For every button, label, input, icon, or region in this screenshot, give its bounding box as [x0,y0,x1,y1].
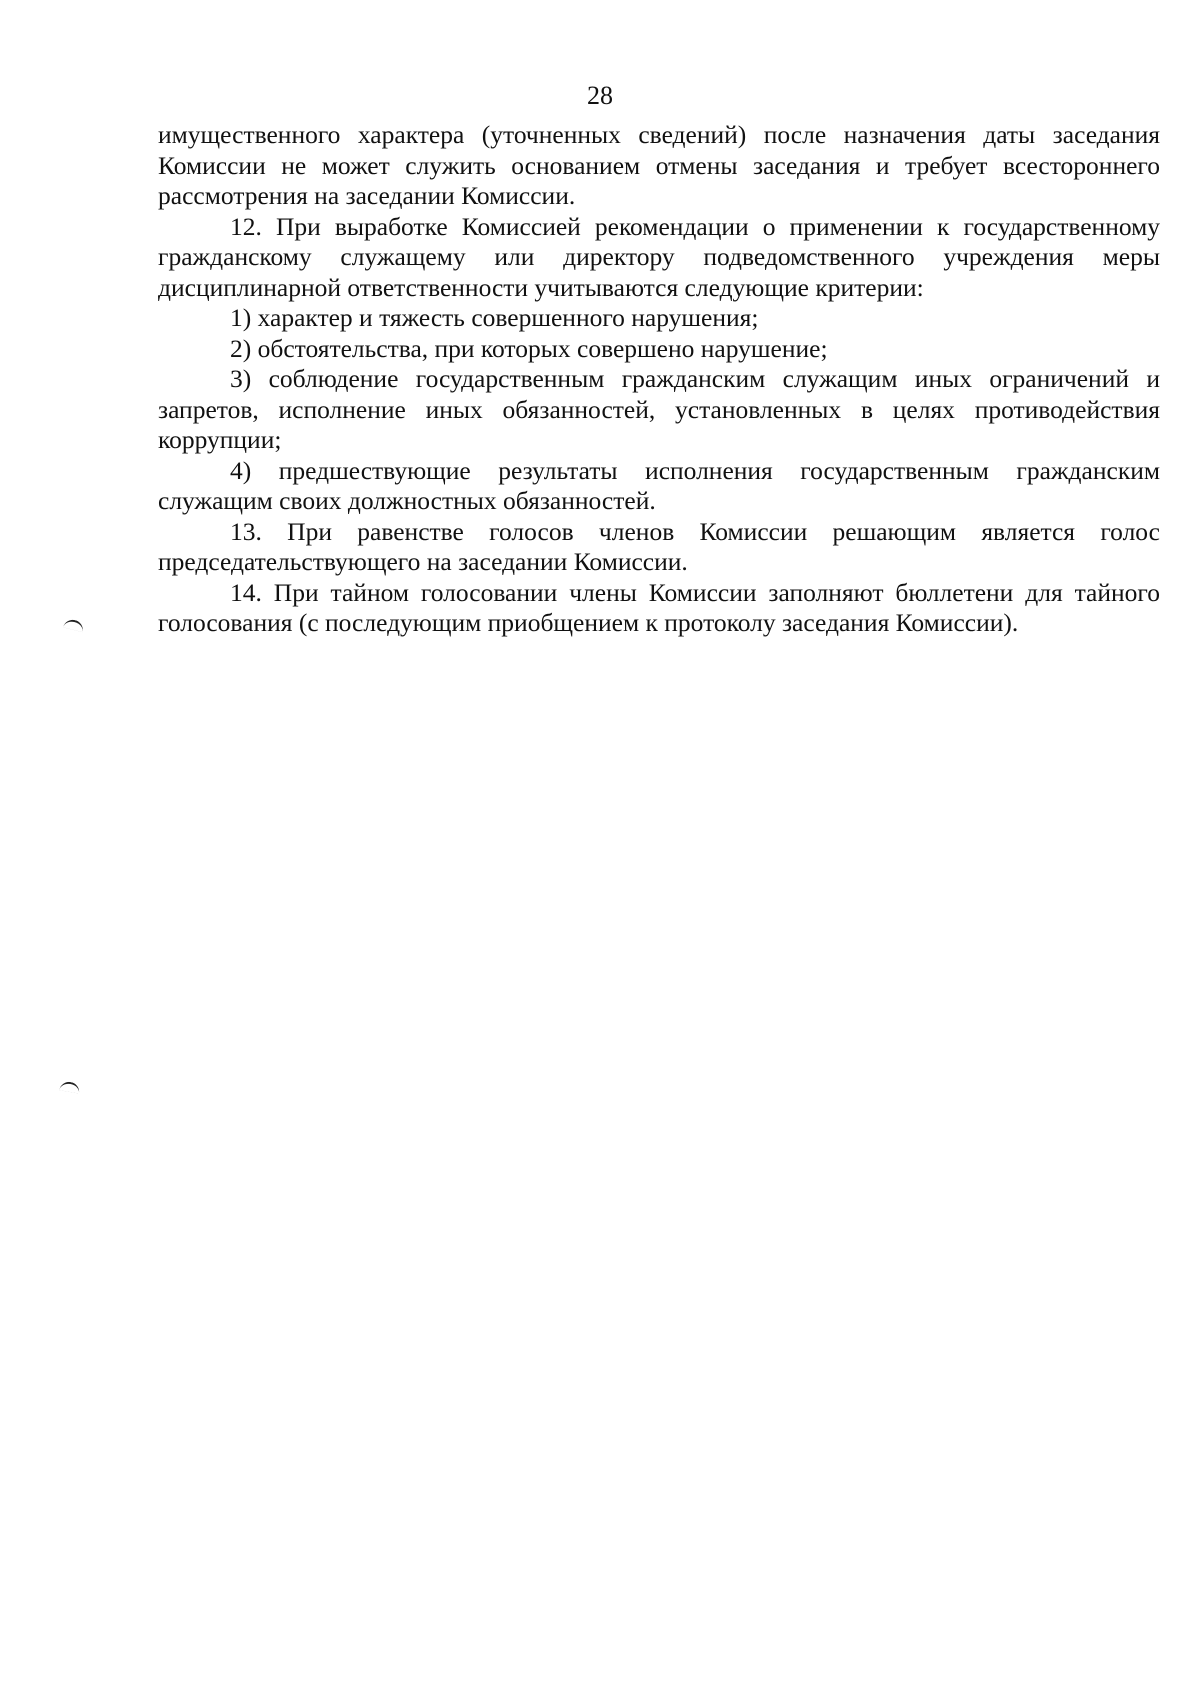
criterion-3: 3) соблюдение государственным гражданским служащим иных ограничений и запретов, исполнение иных обязанностей, установленных в целях противодействия коррупции; [158,364,1160,454]
paragraph-item-13: 13. При равенстве голосов членов Комиссии решающим является голос председательствующего на заседании Комиссии. [158,516,1160,576]
binding-hole-mark [59,1080,80,1093]
paragraph-item-12: 12. При выработке Комиссией рекомендации о применении к государственному гражданскому служащему или директору подведомственного учреждения меры дисциплинарной ответственности учитываются следующие критерии: [158,211,1160,302]
document-body [158,120,1160,639]
paragraph-continuation: имущественного характера (уточненных сведений) после назначения даты заседания Комиссии не может служить основанием отмены заседания и требует всестороннего рассмотрения на заседании Комиссии. [158,120,1160,210]
criterion-1: 1) характер и тяжесть совершенного нарушения; [230,303,759,332]
binding-hole-mark [63,618,85,633]
criterion-4: 4) предшествующие результаты исполнения государственным гражданским служащим своих должностных обязанностей. [158,455,1160,515]
criterion-2: 2) обстоятельства, при которых совершено нарушение; [230,333,828,363]
page-number: 28 [587,81,613,110]
paragraph-item-14: 14. При тайном голосовании члены Комиссии заполняют бюллетени для тайного голосования (с последующим приобщением к протоколу заседания Комиссии). [158,577,1160,637]
